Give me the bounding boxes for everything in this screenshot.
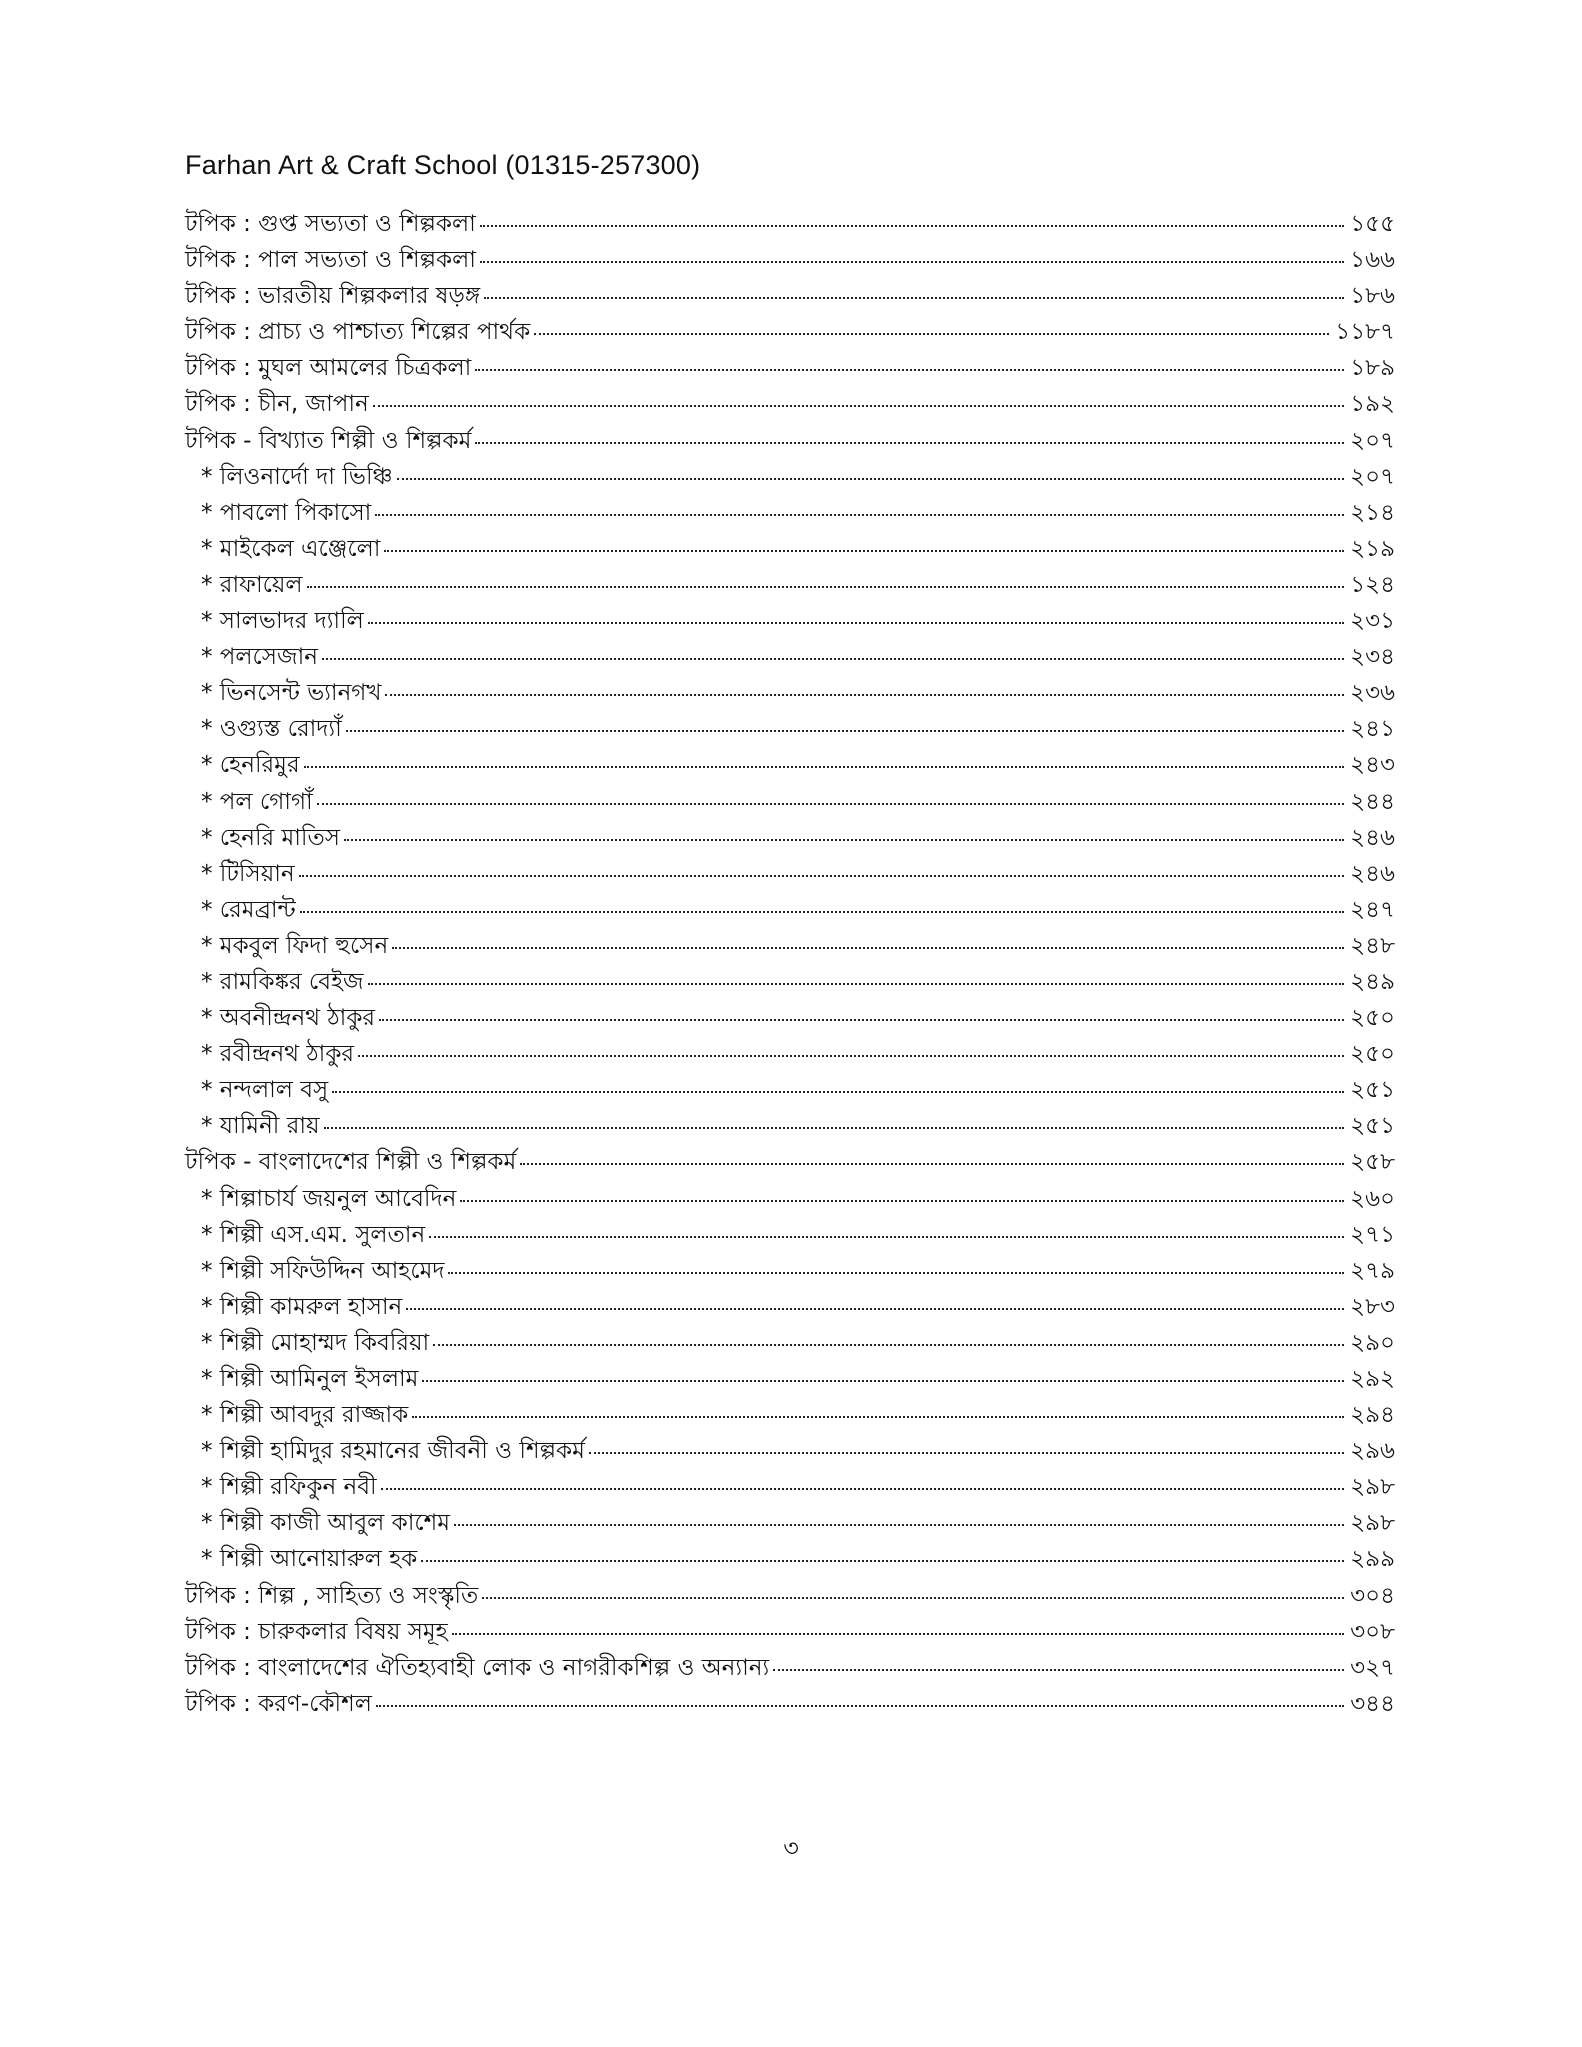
toc-entry-title: * সালভাদর দ্যালি xyxy=(201,608,364,635)
toc-entry-title: * লিওনার্দো দা ভিঞ্চি xyxy=(201,463,393,490)
toc-subentry xyxy=(185,459,1395,495)
toc-entry-title: * রবীন্দ্রনথ ঠাকুর xyxy=(201,1041,355,1068)
toc-entry-title: টপিক : বাংলাদেশের ঐতিহ্যবাহী লোক ও নাগরীকশিল্প ও অন্যান্য xyxy=(185,1654,770,1681)
toc-entry-title: * পাবলো পিকাসো xyxy=(201,499,372,526)
toc-entry-page: ২০৭ xyxy=(1350,427,1395,454)
toc-entry-page: ২৬০ xyxy=(1350,1185,1395,1212)
toc-entry-title: টপিক - বিখ্যাত শিল্পী ও শিল্পকর্ম xyxy=(185,427,472,454)
dot-leader xyxy=(482,1597,1344,1599)
dot-leader xyxy=(392,947,1344,949)
dot-leader xyxy=(397,478,1345,480)
toc-subentry xyxy=(185,1325,1395,1361)
toc-entry-page: ২৯৯ xyxy=(1350,1546,1395,1573)
dot-leader xyxy=(344,839,1344,841)
toc-entry-title: টপিক - বাংলাদেশের শিল্পী ও শিল্পকর্ম xyxy=(185,1149,517,1176)
toc-entry-page: ২৩৬ xyxy=(1350,680,1395,707)
toc-entry-page: ২৩৪ xyxy=(1350,644,1395,671)
toc-entry-page: ২৯২ xyxy=(1350,1366,1395,1392)
toc-entry-title: * অবনীন্দ্রনথ ঠাকুর xyxy=(201,1005,376,1032)
toc-entry-page: ২৯৪ xyxy=(1350,1402,1395,1429)
toc-entry-title: * হেনরিমুর xyxy=(201,752,300,779)
toc-entry-page: ৩০৮ xyxy=(1350,1618,1395,1645)
toc-entry-title: টপিক : প্রাচ্য ও পাশ্চাত্য শিল্পের পার্থক xyxy=(185,319,531,346)
toc-entry-title: * রাফায়েল xyxy=(201,571,303,598)
dot-leader xyxy=(304,766,1345,768)
toc-entry xyxy=(185,314,1395,350)
toc-entry-page: ২১৪ xyxy=(1350,499,1395,526)
toc-entry-title: টপিক : ভারতীয় শিল্পকলার ষড়ঙ্গ xyxy=(185,283,481,310)
toc-subentry xyxy=(185,1505,1395,1541)
toc-entry-title: * পলসেজান xyxy=(201,644,318,671)
toc-entry-title: * শিল্পী কামরুল হাসান xyxy=(201,1293,403,1320)
toc-subentry xyxy=(185,639,1395,675)
dot-leader xyxy=(484,297,1344,299)
toc-entry-title: টপিক : চীন, জাপান xyxy=(185,391,369,418)
toc-entry-title: * ওগ্যুস্ত রোদ্যাঁ xyxy=(201,716,342,743)
dot-leader xyxy=(452,1633,1344,1635)
toc-subentry xyxy=(185,856,1395,892)
toc-entry-page: ২৫৮ xyxy=(1350,1149,1395,1176)
toc-subentry xyxy=(185,1361,1395,1397)
dot-leader xyxy=(307,586,1345,588)
toc-entry-title: টপিক : গুপ্ত সভ্যতা ও শিল্পকলা xyxy=(185,211,476,237)
toc-entry-page: ২৪৩ xyxy=(1350,752,1395,779)
toc-entry-title: * পল গোগাঁ xyxy=(201,788,313,815)
toc-entry-title: * টিসিয়ান xyxy=(201,860,295,887)
page-number: ৩ xyxy=(783,1834,799,1862)
toc-subentry xyxy=(185,1397,1395,1433)
toc-entry-page: ২৯৮ xyxy=(1350,1474,1395,1501)
toc-entry xyxy=(185,242,1395,278)
toc-entry-title: * শিল্পী সফিউদ্দিন আহমেদ xyxy=(201,1257,445,1284)
toc-entry-page: ২১৯ xyxy=(1350,535,1395,562)
dot-leader xyxy=(448,1272,1344,1274)
toc-entry-title: * রামকিঙ্কর বেইজ xyxy=(201,968,364,995)
toc-entry-page: ১৯২ xyxy=(1350,391,1395,418)
toc-subentry xyxy=(185,1469,1395,1505)
dot-leader xyxy=(384,550,1344,552)
dot-leader xyxy=(406,1308,1344,1310)
toc-entry-title: টপিক : করণ-কৌশল xyxy=(185,1690,372,1717)
toc-entry-title: * হেনরি মাতিস xyxy=(201,824,340,851)
dot-leader xyxy=(460,1200,1344,1202)
dot-leader xyxy=(300,911,1344,913)
toc-subentry xyxy=(185,1433,1395,1469)
toc-entry-title: * শিল্পাচার্য জয়নুল আবেদিন xyxy=(201,1185,457,1212)
toc-entry-page: ২৯০ xyxy=(1350,1329,1395,1356)
toc-entry-title: * যামিনী রায় xyxy=(201,1113,320,1140)
dot-leader xyxy=(346,730,1344,732)
toc-subentry xyxy=(185,1108,1395,1144)
dot-leader xyxy=(421,1560,1344,1562)
toc-entry-title: * শিল্পী কাজী আবুল কাশেম xyxy=(201,1510,450,1537)
toc-entry-page: ১৫৫ xyxy=(1350,211,1395,237)
toc-entry-page: ২৫১ xyxy=(1350,1077,1395,1104)
dot-leader xyxy=(429,1236,1344,1238)
dot-leader xyxy=(589,1452,1344,1454)
dot-leader xyxy=(475,369,1344,371)
dot-leader xyxy=(773,1669,1344,1671)
dot-leader xyxy=(422,1380,1344,1382)
toc-entry xyxy=(185,386,1395,422)
toc-entry xyxy=(185,1144,1395,1180)
dot-leader xyxy=(373,405,1344,407)
toc-entry-title: * শিল্পী হামিদুর রহমানের জীবনী ও শিল্পকর্ম xyxy=(201,1438,585,1465)
toc-entry xyxy=(185,350,1395,386)
toc-subentry xyxy=(185,495,1395,531)
toc-entry xyxy=(185,1650,1395,1686)
toc-entry-title: * শিল্পী আবদুর রাজ্জাক xyxy=(201,1402,409,1429)
toc-entry xyxy=(185,206,1395,242)
toc-entry-page: ৩২৭ xyxy=(1350,1654,1395,1681)
toc-entry xyxy=(185,1578,1395,1614)
toc-subentry xyxy=(185,820,1395,856)
toc-entry-title: * ভিনসেন্ট ভ্যানগখ xyxy=(201,680,382,707)
toc-subentry xyxy=(185,1289,1395,1325)
toc-entry-title: * শিল্পী মোহাম্মদ কিবরিয়া xyxy=(201,1329,430,1356)
toc-entry-title: * শিল্পী আমিনুল ইসলাম xyxy=(201,1366,419,1392)
toc-entry-page: ২৫১ xyxy=(1350,1113,1395,1140)
toc-entry-page: ২৯৮ xyxy=(1350,1510,1395,1537)
toc-entry-page: ২৪৭ xyxy=(1350,896,1395,923)
toc-subentry xyxy=(185,1181,1395,1217)
toc-entry-page: ২৫০ xyxy=(1350,1005,1395,1032)
toc-entry-page: ২৪১ xyxy=(1350,716,1395,743)
dot-leader xyxy=(475,442,1344,444)
toc-entry-title: * মকবুল ফিদা হুসেন xyxy=(201,932,389,959)
toc-entry-page: ২৫০ xyxy=(1350,1041,1395,1068)
dot-leader xyxy=(324,1127,1345,1129)
toc-entry xyxy=(185,1614,1395,1650)
dot-leader xyxy=(520,1163,1344,1165)
toc-entry-title: টপিক : মুঘল আমলের চিত্রকলা xyxy=(185,355,472,382)
toc-entry-page: ২৪৮ xyxy=(1350,932,1395,959)
toc-subentry xyxy=(185,1000,1395,1036)
toc-subentry xyxy=(185,784,1395,820)
toc-entry-title: * শিল্পী এস.এম. সুলতান xyxy=(201,1221,426,1248)
dot-leader xyxy=(480,261,1344,263)
dot-leader xyxy=(368,622,1344,624)
toc-entry-page: ২৯৬ xyxy=(1350,1438,1395,1465)
dot-leader xyxy=(412,1416,1344,1418)
dot-leader xyxy=(534,333,1329,335)
toc-subentry xyxy=(185,1217,1395,1253)
toc-subentry xyxy=(185,1072,1395,1108)
toc-entry xyxy=(185,1686,1395,1722)
dot-leader xyxy=(332,1091,1344,1093)
toc-subentry xyxy=(185,675,1395,711)
toc-entry-title: * নন্দলাল বসু xyxy=(201,1077,329,1104)
toc-entry-title: * মাইকেল এঞ্জেলো xyxy=(201,535,381,562)
toc-subentry xyxy=(185,1036,1395,1072)
toc-subentry xyxy=(185,1541,1395,1577)
toc-entry-title: * রেমব্রান্ট xyxy=(201,896,296,923)
toc-entry-page: ২০৭ xyxy=(1350,463,1395,490)
toc-subentry xyxy=(185,964,1395,1000)
dot-leader xyxy=(385,694,1344,696)
document-header: Farhan Art & Craft School (01315-257300) xyxy=(185,150,701,180)
toc-subentry xyxy=(185,531,1395,567)
toc-entry-page: ২৩১ xyxy=(1350,608,1395,635)
dot-leader xyxy=(433,1344,1344,1346)
dot-leader xyxy=(322,658,1344,660)
dot-leader xyxy=(381,1488,1345,1490)
toc-entry-page: ১২৪ xyxy=(1350,571,1395,598)
toc-subentry xyxy=(185,747,1395,783)
toc-entry-page: ১১৮৭ xyxy=(1335,319,1395,346)
dot-leader xyxy=(375,514,1344,516)
toc-subentry xyxy=(185,1253,1395,1289)
toc-entry-page: ২৪৬ xyxy=(1350,824,1395,851)
toc-entry-title: * শিল্পী রফিকুন নবী xyxy=(201,1474,377,1501)
dot-leader xyxy=(376,1705,1344,1707)
toc-subentry xyxy=(185,928,1395,964)
dot-leader xyxy=(299,875,1345,877)
toc-entry-title: টপিক : পাল সভ্যতা ও শিল্পকলা xyxy=(185,247,476,274)
toc-entry-page: ২৪৬ xyxy=(1350,860,1395,887)
toc-subentry xyxy=(185,711,1395,747)
dot-leader xyxy=(379,1019,1344,1021)
dot-leader xyxy=(358,1055,1344,1057)
toc-entry-page: ২৭৯ xyxy=(1350,1257,1395,1284)
toc-entry-page: ২৪৪ xyxy=(1350,788,1395,815)
toc-entry-title: টপিক : শিল্প , সাহিত্য ও সংস্কৃতি xyxy=(185,1582,479,1609)
toc-entry-page: ২৭১ xyxy=(1350,1221,1395,1248)
table-of-contents xyxy=(185,206,1395,1722)
toc-entry-page: ১৬৬ xyxy=(1350,247,1395,274)
toc-entry xyxy=(185,278,1395,314)
dot-leader xyxy=(368,983,1345,985)
toc-subentry xyxy=(185,603,1395,639)
dot-leader xyxy=(480,225,1344,227)
toc-entry-page: ৩৪৪ xyxy=(1350,1690,1395,1717)
toc-entry xyxy=(185,423,1395,459)
toc-subentry xyxy=(185,567,1395,603)
toc-entry-page: ১৮৯ xyxy=(1350,355,1395,382)
toc-entry-page: ৩০৪ xyxy=(1350,1582,1395,1609)
dot-leader xyxy=(317,803,1344,805)
toc-entry-title: টপিক : চারুকলার বিষয় সমূহ xyxy=(185,1618,448,1645)
toc-entry-page: ২৮৩ xyxy=(1350,1293,1395,1320)
toc-entry-page: ১৮৬ xyxy=(1350,283,1395,310)
dot-leader xyxy=(454,1524,1344,1526)
toc-subentry xyxy=(185,892,1395,928)
toc-entry-title: * শিল্পী আনোয়ারুল হক xyxy=(201,1546,418,1573)
toc-entry-page: ২৪৯ xyxy=(1350,968,1395,995)
